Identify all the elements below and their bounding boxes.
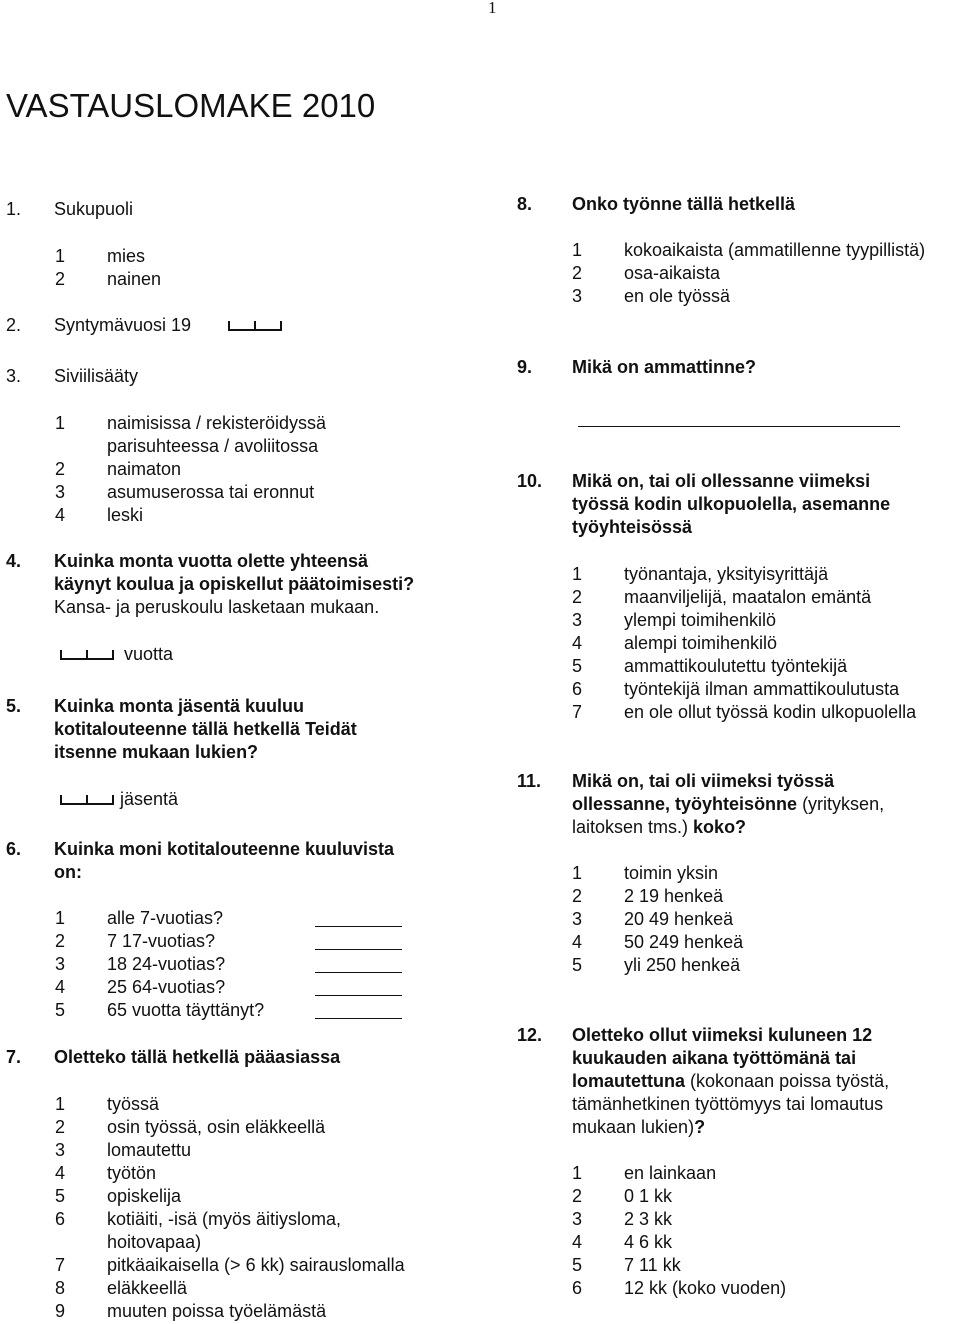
question-line: kotitalouteenne tällä hetkellä Teidät	[54, 719, 357, 739]
option-label: toimin yksin	[624, 863, 719, 883]
option-label: 2 19 henkeä	[624, 886, 724, 906]
page-number: 1	[488, 0, 497, 17]
option-label: naimaton	[107, 459, 182, 479]
option-label: työnantaja, yksityisyrittäjä	[624, 564, 829, 584]
question-line: kuukauden aikana työttömänä tai	[572, 1048, 857, 1068]
option-code: 2	[55, 931, 66, 951]
option-label: eläkkeellä	[107, 1278, 188, 1298]
option-label: muuten poissa työelämästä	[107, 1301, 327, 1321]
option-label: ammattikoulutettu työntekijä	[624, 656, 848, 676]
option-code: 2	[572, 587, 583, 607]
page-title: VASTAUSLOMAKE 2010	[6, 87, 376, 124]
option-label: 25 64-vuotias?	[107, 977, 226, 997]
option-label: 50 249 henkeä	[624, 932, 744, 952]
question-line: lomautettuna	[572, 1071, 686, 1091]
question-line: Kuinka monta jäsentä kuuluu	[54, 696, 305, 716]
option-code: 3	[572, 286, 583, 306]
option-label: hoitovapaa)	[107, 1232, 202, 1252]
question-line: työssä kodin ulkopuolella, asemanne	[572, 494, 891, 514]
option-label: naimisissa / rekisteröidyssä	[107, 413, 327, 433]
option-label: nainen	[107, 269, 162, 289]
question-number: 10.	[517, 471, 543, 491]
years-input[interactable]	[60, 650, 114, 660]
question-note: Kansa- ja peruskoulu lasketaan mukaan.	[54, 597, 380, 617]
count-input-18-24[interactable]	[315, 972, 402, 973]
option-code: 7	[55, 1255, 66, 1275]
option-code: 1	[55, 246, 66, 266]
option-label: lomautettu	[107, 1140, 192, 1160]
option-label: pitkäaikaisella (> 6 kk) sairauslomalla	[107, 1255, 405, 1275]
option-label: asumuserossa tai eronnut	[107, 482, 315, 502]
question-number: 11.	[517, 771, 542, 791]
option-code: 1	[55, 908, 66, 928]
option-label: 65 vuotta täyttänyt?	[107, 1000, 265, 1020]
question-label: Sukupuoli	[54, 199, 134, 219]
option-label: parisuhteessa / avoliitossa	[107, 436, 319, 456]
option-label: en ole ollut työssä kodin ulkopuolella	[624, 702, 917, 722]
option-code: 3	[572, 909, 583, 929]
option-code: 6	[572, 679, 583, 699]
option-code: 4	[572, 932, 583, 952]
count-input-7-17[interactable]	[315, 949, 402, 950]
option-code: 1	[572, 1163, 583, 1183]
option-label: 2 3 kk	[624, 1209, 673, 1229]
question-line: Mikä on, tai oli ollessanne viimeksi	[572, 471, 871, 491]
years-unit-label: vuotta	[124, 644, 174, 664]
option-label: alle 7-vuotias?	[107, 908, 224, 928]
option-label: yli 250 henkeä	[624, 955, 741, 975]
question-number: 1.	[6, 199, 22, 219]
question-label: Syntymävuosi 19	[54, 315, 192, 335]
question-line: ?	[694, 1117, 706, 1137]
option-code: 3	[55, 482, 66, 502]
count-input-under-7[interactable]	[315, 926, 402, 927]
option-label: osin työssä, osin eläkkeellä	[107, 1117, 326, 1137]
birth-year-input[interactable]	[228, 321, 282, 331]
option-label: työssä	[107, 1094, 160, 1114]
option-code: 1	[572, 863, 583, 883]
question-line: Kuinka monta vuotta olette yhteensä	[54, 551, 369, 571]
option-label: kokoaikaista (ammatillenne tyypillistä)	[624, 240, 926, 260]
option-code: 3	[572, 1209, 583, 1229]
option-code: 7	[572, 702, 583, 722]
question-number: 3.	[6, 366, 22, 386]
question-line: ollessanne, työyhteisönne	[572, 794, 798, 814]
question-number: 9.	[517, 357, 533, 377]
question-line: Kuinka moni kotitalouteenne kuuluvista	[54, 839, 395, 859]
question-note: (kokonaan poissa työstä,	[685, 1071, 890, 1091]
count-input-25-64[interactable]	[315, 995, 402, 996]
question-label: Onko työnne tällä hetkellä	[572, 194, 796, 214]
question-line: itsenne mukaan lukien?	[54, 742, 259, 762]
option-code: 4	[55, 505, 66, 525]
option-code: 3	[55, 954, 66, 974]
option-label: leski	[107, 505, 144, 525]
members-unit-label: jäsentä	[120, 789, 179, 809]
option-label: osa-aikaista	[624, 263, 721, 283]
option-code: 2	[55, 459, 66, 479]
option-label: 7 17-vuotias?	[107, 931, 216, 951]
option-code: 5	[55, 1000, 66, 1020]
members-input[interactable]	[60, 795, 114, 805]
option-code: 2	[572, 1186, 583, 1206]
option-code: 2	[572, 886, 583, 906]
option-code: 4	[55, 977, 66, 997]
option-label: 12 kk (koko vuoden)	[624, 1278, 787, 1298]
question-number: 12.	[517, 1025, 543, 1045]
option-label: en ole työssä	[624, 286, 731, 306]
question-number: 7.	[6, 1047, 22, 1067]
question-label: Oletteko tällä hetkellä pääasiassa	[54, 1047, 341, 1067]
option-code: 2	[572, 263, 583, 283]
option-label: alempi toimihenkilö	[624, 633, 778, 653]
count-input-65-plus[interactable]	[315, 1018, 402, 1019]
question-line: käynyt koulua ja opiskellut päätoimisesti?	[54, 574, 415, 594]
option-label: työtön	[107, 1163, 157, 1183]
question-number: 5.	[6, 696, 22, 716]
option-code: 3	[572, 610, 583, 630]
option-code: 6	[572, 1278, 583, 1298]
option-label: maanviljelijä, maatalon emäntä	[624, 587, 872, 607]
option-code: 5	[572, 1255, 583, 1275]
question-note: tämänhetkinen työttömyys tai lomautus	[572, 1094, 884, 1114]
option-code: 1	[572, 564, 583, 584]
option-code: 3	[55, 1140, 66, 1160]
option-label: mies	[107, 246, 146, 266]
question-note: mukaan lukien)	[572, 1117, 695, 1137]
question-line: koko?	[693, 817, 747, 837]
question-number: 4.	[6, 551, 22, 571]
option-label: en lainkaan	[624, 1163, 717, 1183]
option-label: 0 1 kk	[624, 1186, 673, 1206]
option-label: opiskelija	[107, 1186, 182, 1206]
option-code: 1	[55, 413, 66, 433]
option-code: 5	[572, 955, 583, 975]
question-number: 8.	[517, 194, 533, 214]
question-number: 6.	[6, 839, 22, 859]
option-code: 2	[55, 1117, 66, 1137]
question-label: Mikä on ammattinne?	[572, 357, 757, 377]
option-label: 4 6 kk	[624, 1232, 673, 1252]
option-code: 4	[55, 1163, 66, 1183]
question-note: (yrityksen,	[797, 794, 885, 814]
question-number: 2.	[6, 315, 22, 335]
question-line: työyhteisössä	[572, 517, 693, 537]
option-code: 4	[572, 1232, 583, 1252]
option-label: ylempi toimihenkilö	[624, 610, 777, 630]
option-code: 1	[572, 240, 583, 260]
option-code: 1	[55, 1094, 66, 1114]
question-line: Mikä on, tai oli viimeksi työssä	[572, 771, 835, 791]
option-code: 5	[572, 656, 583, 676]
option-label: 7 11 kk	[624, 1255, 681, 1275]
question-label: Siviilisääty	[54, 366, 139, 386]
option-code: 2	[55, 269, 66, 289]
option-label: 20 49 henkeä	[624, 909, 734, 929]
option-code: 5	[55, 1186, 66, 1206]
question-line: Oletteko ollut viimeksi kuluneen 12	[572, 1025, 873, 1045]
option-label: 18 24-vuotias?	[107, 954, 226, 974]
question-note: laitoksen tms.)	[572, 817, 694, 837]
option-code: 9	[55, 1301, 66, 1321]
option-code: 8	[55, 1278, 66, 1298]
option-code: 6	[55, 1209, 66, 1229]
occupation-input[interactable]	[578, 426, 900, 427]
option-code: 4	[572, 633, 583, 653]
option-label: kotiäiti, -isä (myös äitiysloma,	[107, 1209, 342, 1229]
option-label: työntekijä ilman ammattikoulutusta	[624, 679, 900, 699]
question-line: on:	[54, 862, 82, 882]
